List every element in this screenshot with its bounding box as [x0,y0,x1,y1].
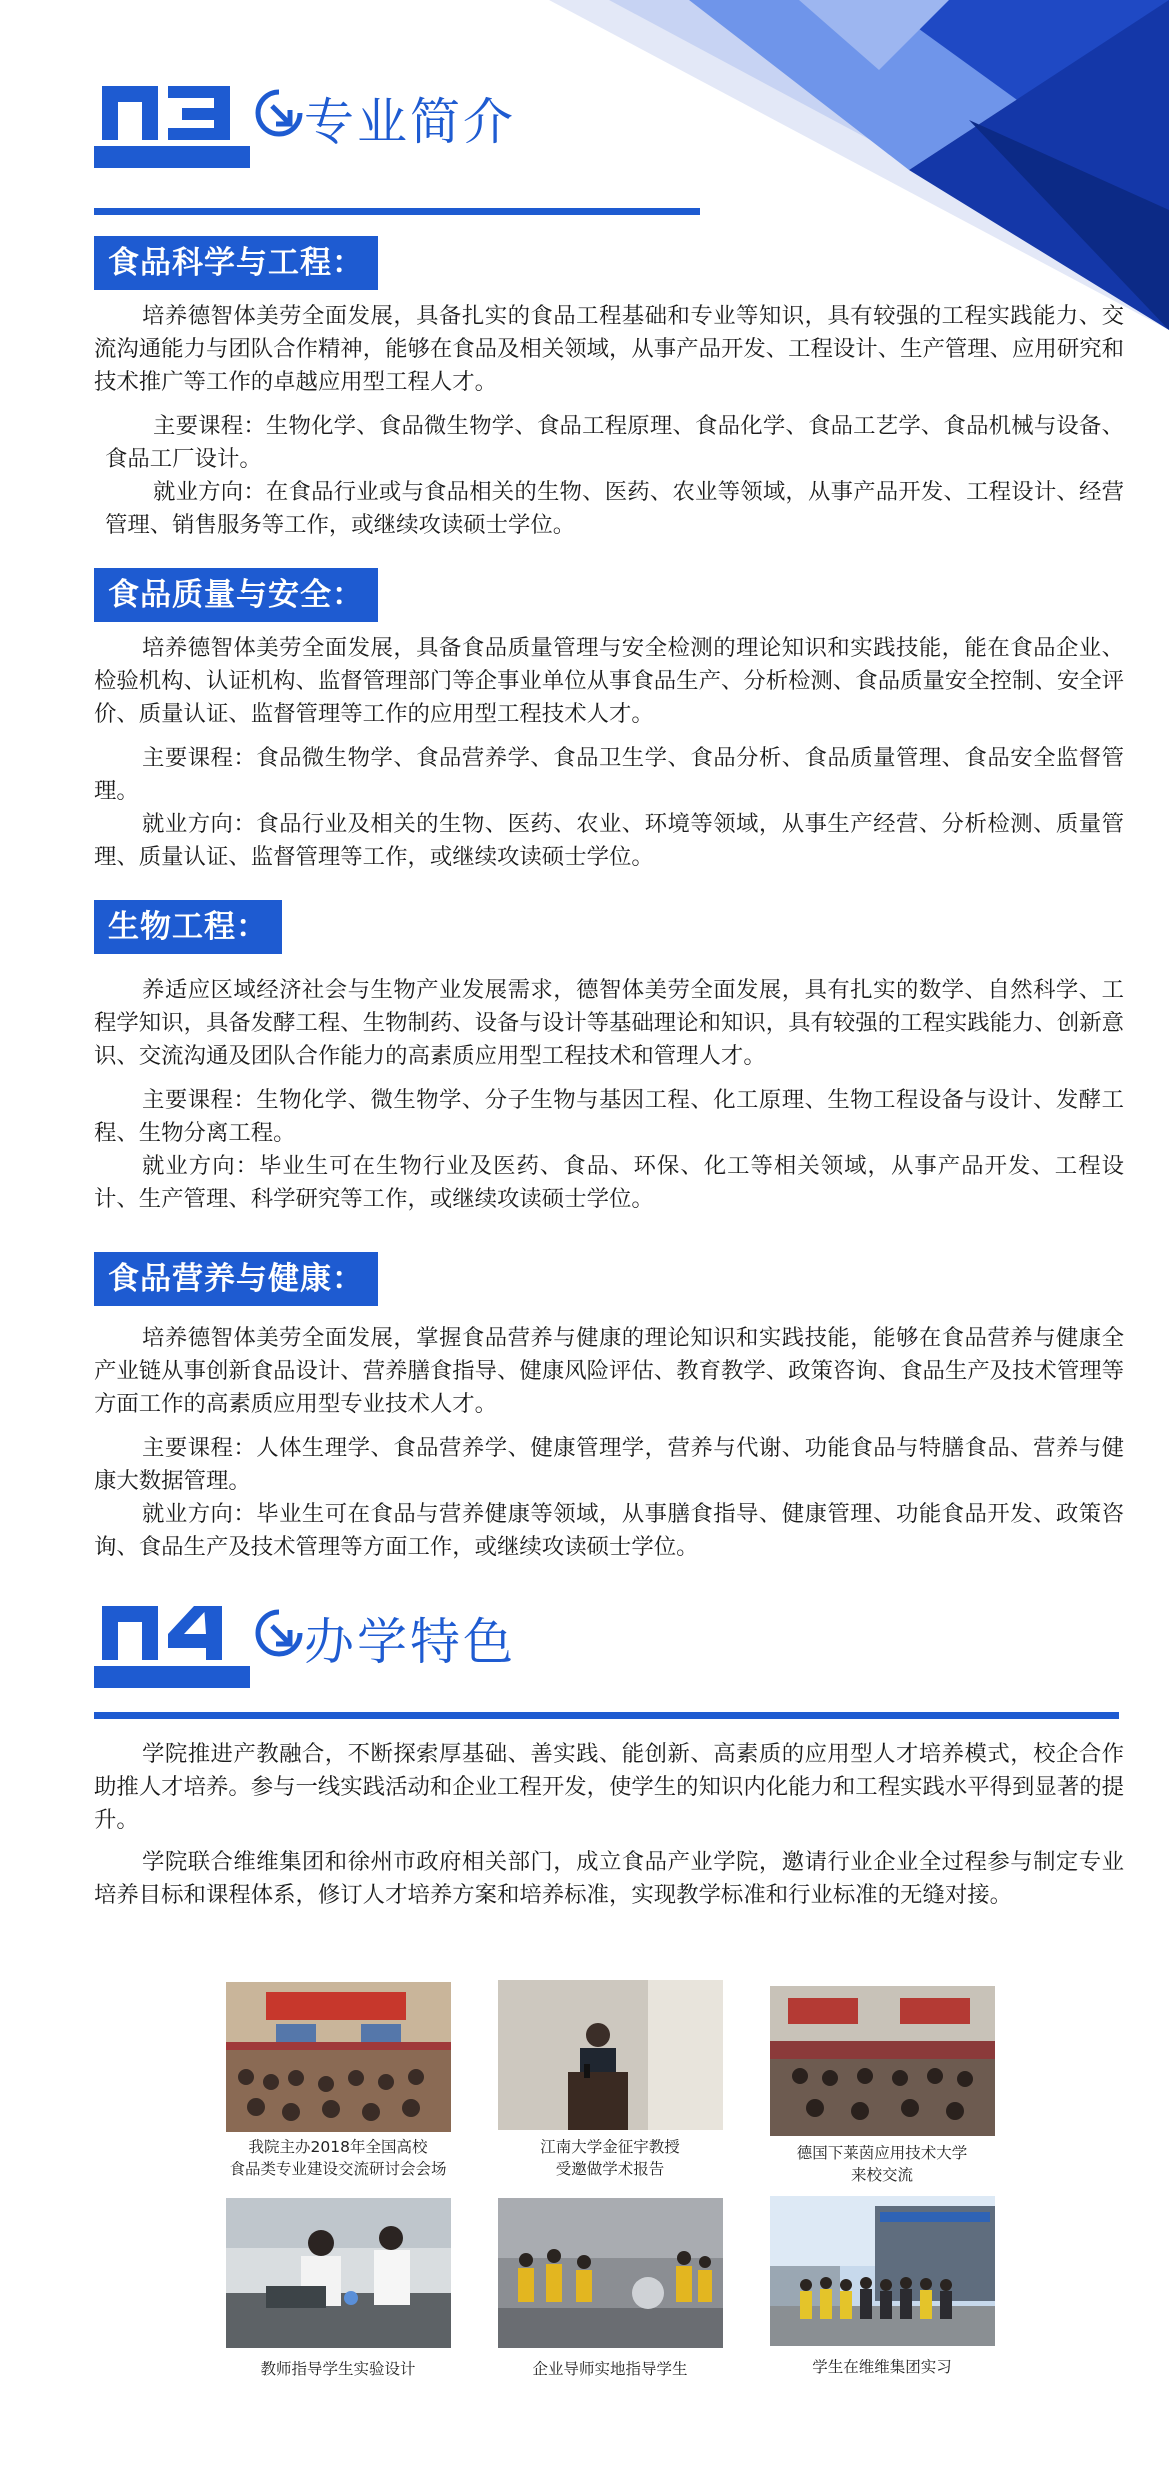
section-number-03 [94,80,254,172]
arrow-circle-icon [252,1606,306,1660]
arrow-circle-icon [252,86,306,140]
photo-caption: 我院主办2018年全国高校 食品类专业建设交流研讨会会场 [229,2138,447,2178]
major-courses: 主要课程：食品微生物学、食品营养学、食品卫生学、食品分析、食品质量管理、食品安全监督管理。 [94,745,1124,804]
major-intro: 培养德智体美劳全面发展，掌握食品营养与健康的理论知识和实践技能，能够在食品营养与健康全产业链从事创新食品设计、营养膳食指导、健康风险评估、教育教学、政策咨询、食品生产及技术管理等方面工作的高素质应用型专业技术人才。 [94,1325,1124,1417]
major-careers: 就业方向：在食品行业或与食品相关的生物、医药、农业等领域，从事产品开发、工程设计、经营管理、销售服务等工作，或继续攻读硕士学位。 [105,479,1124,538]
photo-caption: 教师指导学生实验设计 [260,2360,416,2378]
photo-caption: 学生在维维集团实习 [812,2358,952,2376]
photo-workshop [498,2198,723,2348]
major-courses: 主要课程：人体生理学、食品营养学、健康管理学，营养与代谢、功能食品与特膳食品、营养与健康大数据管理。 [94,1435,1124,1494]
photo-conference [226,1982,451,2132]
photo-exchange [770,1986,995,2136]
photo-lecture [498,1980,723,2130]
feature-paragraph: 学院推进产教融合，不断探索厚基础、善实践、能创新、高素质的应用型人才培养模式，校企合作助推人才培养。参与一线实践活动和企业工程开发，使学生的知识内化能力和工程实践水平得到显著的提升。 [94,1741,1124,1833]
feature-paragraph: 学院联合维维集团和徐州市政府相关部门，成立食品产业学院，邀请行业企业全过程参与制定专业培养目标和课程体系，修订人才培养方案和培养标准，实现教学标准和行业标准的无缝对接。 [94,1849,1124,1908]
major-careers: 就业方向：毕业生可在食品与营养健康等领域，从事膳食指导、健康管理、功能食品开发、政策咨询、食品生产及技术管理等方面工作，或继续攻读硕士学位。 [94,1501,1124,1560]
major-careers: 就业方向：毕业生可在生物行业及医药、食品、环保、化工等相关领域，从事产品开发、工程设计、生产管理、科学研究等工作，或继续攻读硕士学位。 [94,1153,1124,1212]
section-rule [94,208,700,215]
section-header-03 [94,80,1134,170]
major-label-food-science: 食品科学与工程： [94,236,378,290]
major-intro: 养适应区域经济社会与生物产业发展需求，德智体美劳全面发展，具有扎实的数学、自然科学、工程学知识，具备发酵工程、生物制药、设备与设计等基础理论和知识，具有较强的工程实践能力、创新意识、交流沟通及团队合作能力的高素质应用型工程技术和管理人才。 [94,977,1124,1069]
major-label-food-quality: 食品质量与安全： [94,568,378,622]
major-label-food-nutrition: 食品营养与健康： [94,1252,378,1306]
section-rule [94,1712,1119,1719]
major-courses: 主要课程：生物化学、食品微生物学、食品工程原理、食品化学、食品工艺学、食品机械与设备、食品工厂设计。 [105,413,1124,472]
photo-lab [226,2198,451,2348]
photo-internship [770,2196,995,2346]
section-number-04 [94,1600,254,1692]
major-courses: 主要课程：生物化学、微生物学、分子生物与基因工程、化工原理、生物工程设备与设计、发酵工程、生物分离工程。 [94,1087,1124,1146]
major-careers: 就业方向：食品行业及相关的生物、医药、农业、环境等领域，从事生产经营、分析检测、质量管理、质量认证、监督管理等工作，或继续攻读硕士学位。 [94,811,1124,870]
section-title: 专业简介 [304,93,516,151]
photo-caption: 德国下莱茵应用技术大学 来校交流 [796,2144,968,2184]
major-intro: 培养德智体美劳全面发展，具备食品质量管理与安全检测的理论知识和实践技能，能在食品企业、检验机构、认证机构、监督管理部门等企事业单位从事食品生产、分析检测、食品质量安全控制、安全评价、质量认证、监督管理等工作的应用型工程技术人才。 [94,635,1124,727]
major-label-bioengineering: 生物工程： [94,900,282,954]
section-title: 办学特色 [304,1613,516,1671]
photo-caption: 企业导师实地指导学生 [532,2360,688,2378]
section-header-04 [94,1600,1134,1690]
photo-caption: 江南大学金征宇教授 受邀做学术报告 [540,2138,680,2178]
major-intro: 培养德智体美劳全面发展，具备扎实的食品工程基础和专业等知识，具有较强的工程实践能力、交流沟通能力与团队合作精神，能够在食品及相关领域，从事产品开发、工程设计、生产管理、应用研究和技术推广等工作的卓越应用型工程人才。 [94,303,1124,395]
